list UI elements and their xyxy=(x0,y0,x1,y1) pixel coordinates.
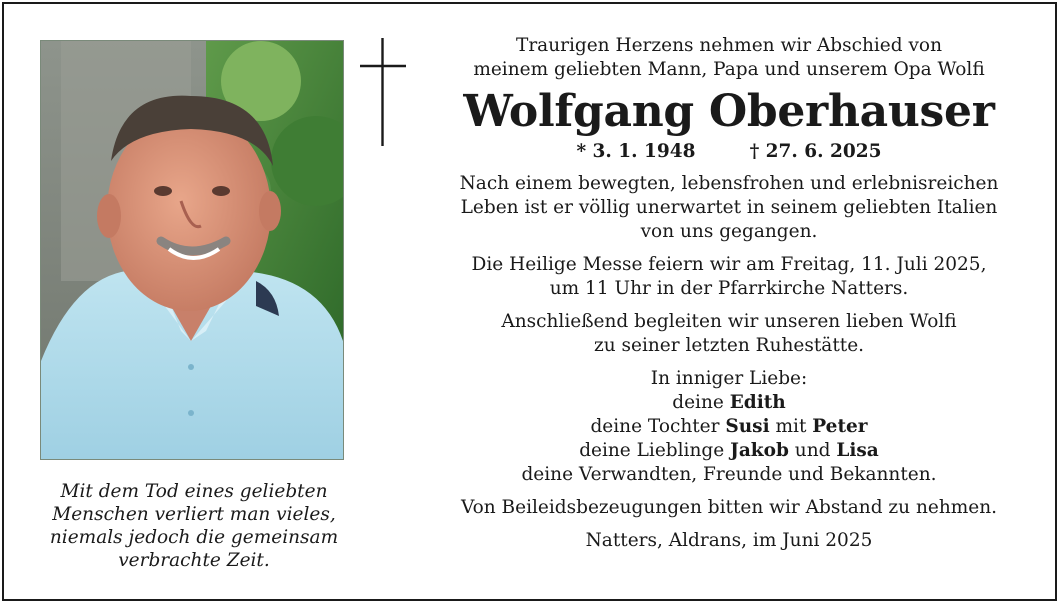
paragraph-passing xyxy=(424,172,1034,244)
condolence-note: Von Beileidsbezeugungen bitten wir Abstand zu nehmen. xyxy=(460,497,998,518)
paragraph-burial xyxy=(424,310,1034,358)
text-line: Nach einem bewegten, lebensfrohen und erlebnisreichen xyxy=(459,173,999,194)
portrait-photo xyxy=(40,40,344,460)
mourner-line: deine Lieblinge Jakob und Lisa xyxy=(579,440,879,461)
mourner-line: deine Edith xyxy=(672,392,786,413)
intro-line: meinem geliebten Mann, Papa und unserem Opa Wolfi xyxy=(473,59,985,80)
birth-date: * 3. 1. 1948 xyxy=(576,141,696,162)
cross-icon xyxy=(358,38,408,148)
deceased-name: Wolfgang Oberhauser xyxy=(463,86,995,137)
death-date: † 27. 6. 2025 xyxy=(749,141,882,162)
quote-line: Mit dem Tod eines geliebten xyxy=(60,481,328,502)
text-line: von uns gegangen. xyxy=(640,221,818,242)
quote-line: niemals jedoch die gemeinsam xyxy=(49,527,339,548)
paragraph-mass xyxy=(424,253,1034,301)
obituary-card xyxy=(2,2,1057,601)
mourner-line: deine Tochter Susi mit Peter xyxy=(590,416,868,437)
text-line: Anschließend begleiten wir unseren lieben Wolfi xyxy=(501,311,957,332)
obituary-text xyxy=(424,34,1034,553)
place-date: Natters, Aldrans, im Juni 2025 xyxy=(585,530,873,551)
mourner-line: deine Verwandten, Freunde und Bekannten. xyxy=(521,464,937,485)
mourners-list xyxy=(424,367,1034,487)
text-line: um 11 Uhr in der Pfarrkirche Natters. xyxy=(549,278,909,299)
quote-line: Menschen verliert man vieles, xyxy=(52,504,336,525)
mourners-heading: In inniger Liebe: xyxy=(650,368,808,389)
text-line: Die Heilige Messe feiern wir am Freitag, 11. Juli 2025, xyxy=(471,254,987,275)
text-line: Leben ist er völlig unerwartet in seinem geliebten Italien xyxy=(460,197,998,218)
text-line: zu seiner letzten Ruhestätte. xyxy=(593,335,865,356)
intro-line: Traurigen Herzens nehmen wir Abschied von xyxy=(516,35,942,56)
life-dates xyxy=(424,140,1034,164)
memorial-quote xyxy=(24,480,364,572)
quote-line: verbrachte Zeit. xyxy=(118,550,270,571)
